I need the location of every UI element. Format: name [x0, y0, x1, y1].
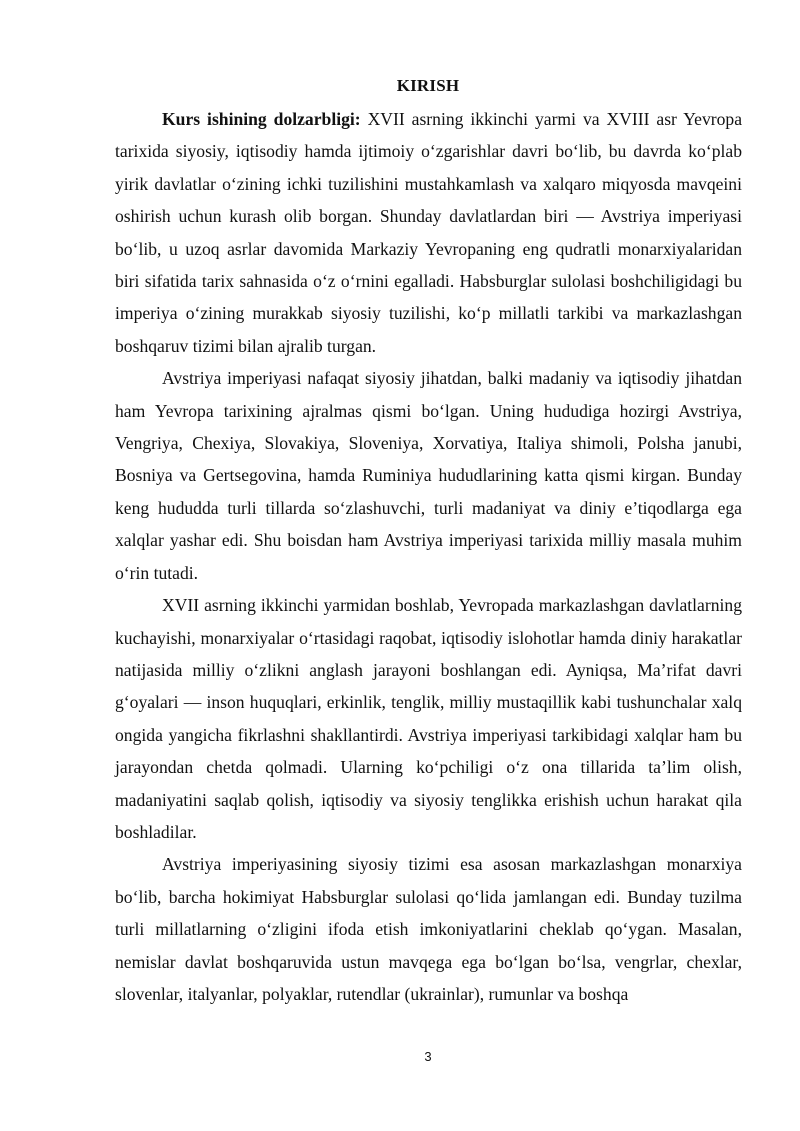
- paragraph-1: [115, 103, 742, 362]
- body-text: [115, 103, 742, 1010]
- page-title: KIRISH: [396, 76, 460, 95]
- paragraph-text: XVII asrning ikkinchi yarmidan boshlab, Yevropada markazlashgan davlatlarning kuchayishi, monarxiyalar o‘rtasidagi raqobat, iqtisodiy islohotlar hamda diniy harakatlar natijasida milliy o‘zlikni anglash jarayoni boshlangan edi. Ayniqsa, Ma’rifat davri g‘oyalari — inson huquqlari, erkinlik, tenglik, milliy mustaqillik kabi tushunchalar xalq ongida yangicha fikrlashni shakllantirdi. Avstriya imperiyasi tarkibidagi xalqlar ham bu jarayondan chetda qolmadi. Ularning ko‘pchiligi o‘z ona tillarida ta’lim olish, madaniyatini saqlab qolish, iqtisodiy va siyosiy tenglikka erishish uchun harakat qila boshladilar.: [115, 595, 742, 842]
- paragraph-2: [115, 362, 742, 589]
- paragraph-text: Avstriya imperiyasining siyosiy tizimi esa asosan markazlashgan monarxiya bo‘lib, barcha hokimiyat Habsburglar sulolasi qo‘lida jamlangan edi. Bunday tuzilma turli millatlarning o‘zligini ifoda etish imkoniyatlarini cheklab qo‘ygan. Masalan, nemislar davlat boshqaruvida ustun mavqega ega bo‘lgan bo‘lsa, vengrlar, chexlar, slovenlar, italyanlar, polyaklar, rutendlar (ukrainlar), rumunlar va boshqa: [115, 854, 742, 1004]
- paragraph-text: Avstriya imperiyasi nafaqat siyosiy jihatdan, balki madaniy va iqtisodiy jihatdan ham Yevropa tarixining ajralmas qismi bo‘lgan. Uning hududiga hozirgi Avstriya, Vengriya, Chexiya, Slovakiya, Sloveniya, Xorvatiya, Italiya shimoli, Polsha janubi, Bosniya va Gertsegovina, hamda Ruminiya hududlarining katta qismi kirgan. Bunday keng hududda turli tillarda so‘zlashuvchi, turli madaniyat va diniy e’tiqodlarga ega xalqlar yashar edi. Shu boisdan ham Avstriya imperiyasi tarixida milliy masala muhim o‘rin tutadi.: [115, 368, 742, 583]
- paragraph-4: [115, 848, 742, 1010]
- page-number: 3: [424, 1049, 432, 1064]
- paragraph-text: XVII asrning ikkinchi yarmi va XVIII asr Yevropa tarixida siyosiy, iqtisodiy hamda ijtimoiy o‘zgarishlar davri bo‘lib, bu davrda ko‘plab yirik davlatlar o‘zining ichki tuzilishini mustahkamlash va xalqaro miqyosda mavqeini oshirish uchun kurash olib borgan. Shunday davlatlardan biri — Avstriya imperiyasi bo‘lib, u uzoq asrlar davomida Markaziy Yevropaning eng qudratli monarxiyalaridan biri sifatida tarix sahnasida o‘z o‘rnini egalladi. Habsburglar sulolasi boshchiligidagi bu imperiya o‘zining murakkab siyosiy tuzilishi, ko‘p millatli tarkibi va markazlashgan boshqaruv tizimi bilan ajralib turgan.: [115, 109, 743, 356]
- paragraph-lead: Kurs ishining dolzarbligi:: [162, 109, 361, 129]
- paragraph-3: [115, 589, 742, 848]
